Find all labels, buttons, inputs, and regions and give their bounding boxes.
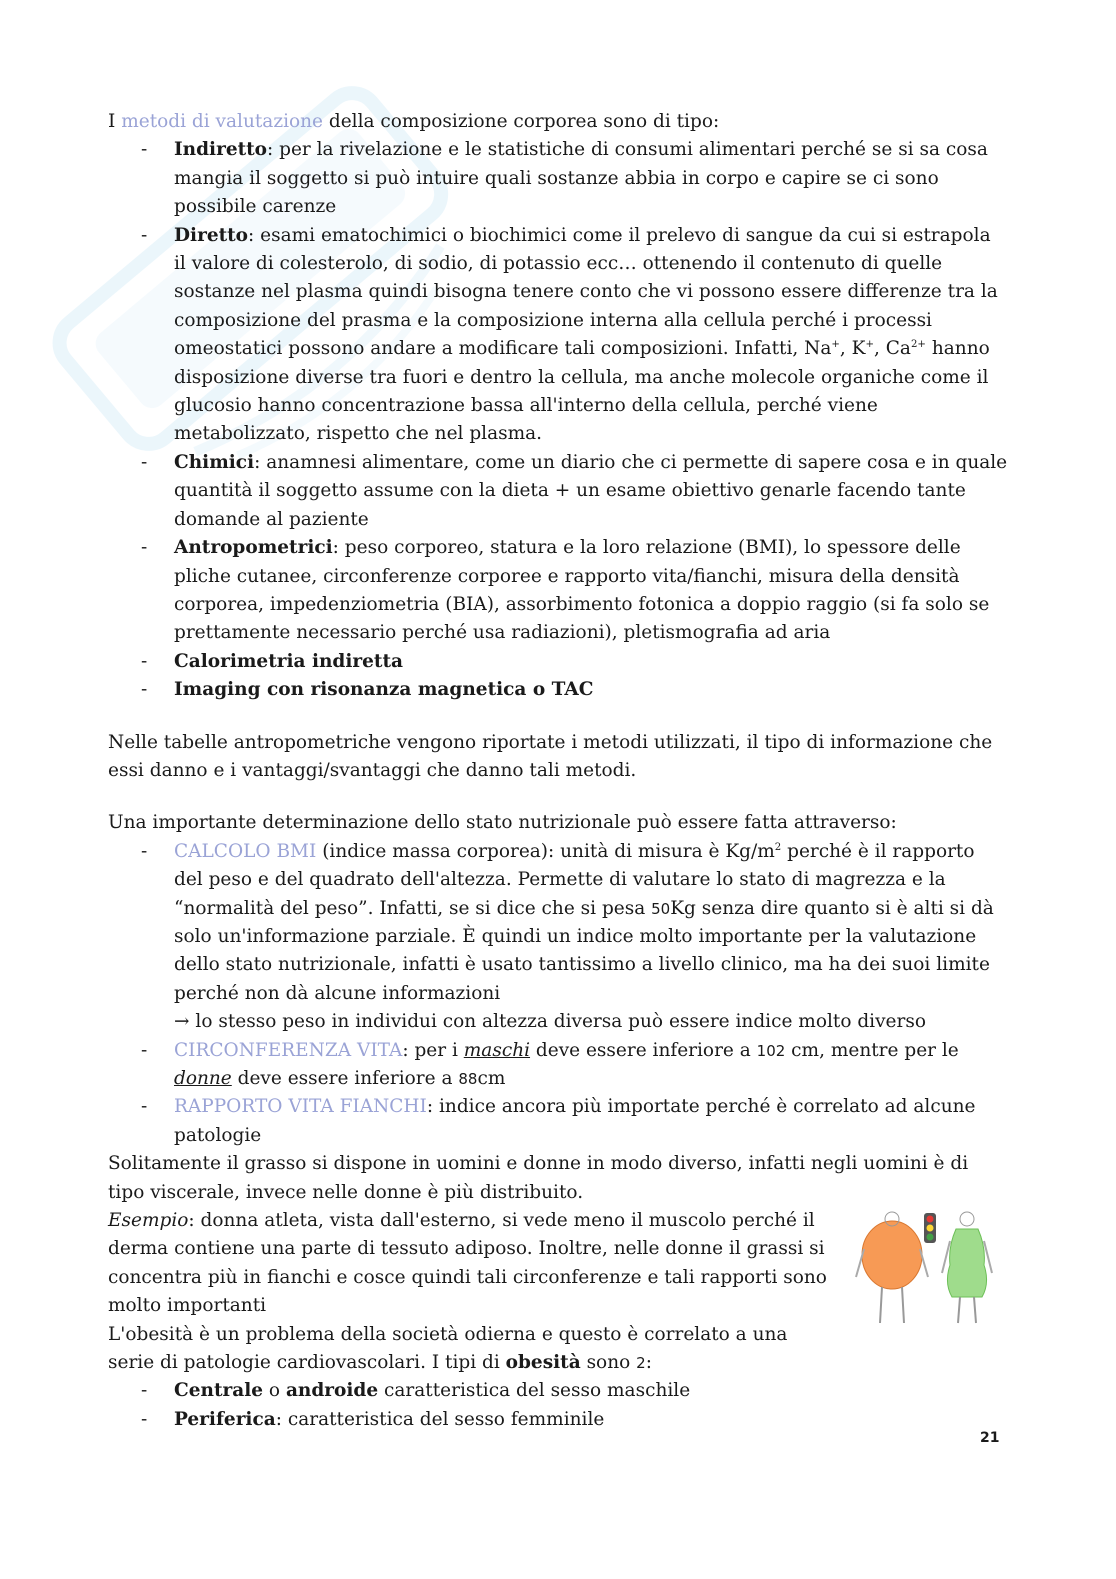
list-item: - Chimici: anamnesi alimentare, come un diario che ci permette di sapere cosa e in quale quantità il soggetto assume con la dieta + un esame obiettivo genarle facendo tante domande al paziente (108, 449, 1008, 534)
methods-intro: I metodi di valutazione della composizione corporea sono di tipo: (108, 111, 720, 132)
highlight-text: CIRCONFERENZA VITA (174, 1039, 403, 1061)
methods-list (108, 136, 1008, 704)
list-item: - Diretto: esami ematochimici o biochimici come il prelevo di sangue da cui si estrapola il valore di colesterolo, di sodio, di potassio ecc… ottenendo il contenuto di quelle sostanze nel plasma quindi bisogna tenere conto che vi possono essere differenze tra la composizione del prasma e la composizione interna alla cellula perché i processi omeostatici possono andare a modificare tali composizioni. Infatti, Na+, K+, $Ca^{2+}$ hanno disposizione diverse tra fuori e dentro la cellula, ma anche molecole organiche come il glucosio hanno concentrazione bassa all'interno della cellula, perché viene metabolizzato, rispetto che nel plasma. (108, 222, 1008, 449)
document-body (108, 108, 1008, 1434)
bmi-note: → lo stesso peso in individui con altezza diversa può essere indice molto diverso (174, 1011, 926, 1033)
highlight-text: CALCOLO BMI (174, 840, 317, 862)
list-item: - Imaging con risonanza magnetica o TAC (108, 676, 1008, 704)
arrow-right-icon: → (174, 1011, 190, 1033)
highlight-text: RAPPORTO VITA FIANCHI (174, 1096, 427, 1118)
determination-intro: Una importante determinazione dello stato nutrizionale può essere fatta attraverso: (108, 812, 897, 834)
list-item: - Calorimetria indiretta (108, 648, 1008, 676)
tables-paragraph: Nelle tabelle antropometriche vengono riportate i metodi utilizzati, il tipo di informazione che essi danno e i vantaggi/svantaggi che danno tali metodi. (108, 731, 993, 781)
highlight-text: metodi di valutazione (121, 111, 323, 132)
list-item: - Centrale o androide caratteristica del sesso maschile (108, 1377, 1008, 1405)
list-item: - CIRCONFERENZA VITA: per i maschi deve essere inferiore a 102 cm, mentre per le donne deve essere inferiore a 88cm (108, 1037, 1008, 1094)
determinations-list (108, 838, 1008, 1150)
list-item: - Antropometrici: peso corporeo, statura e la loro relazione (BMI), lo spessore delle pliche cutanee, circonferenze corporee e rapporto vita/fianchi, misura della densità corporea, impedenziometria (BIA), assorbimento fotonica a doppio raggio (si fa solo se prettamente necessario perché usa radiazioni), pletismografia ad aria (108, 534, 1008, 648)
list-item: - CALCOLO BMI (indice massa corporea): unità di misura è $Kg/m^2$ perché è il rapporto del peso e del quadrato dell'altezza. Permette di valutare lo stato di magrezza e la “normalità del peso”. Infatti, se si dice che si pesa 50Kg senza dire quanto si è alti si dà solo un'informazione parziale. È quindi un indice molto importante per la valutazione dello stato nutrizionale, infatti è usato tantissimo a livello clinico, ma ha dei suoi limite perché non dà alcune informazioni → lo stesso peso in individui con altezza diversa può essere indice molto diverso (108, 838, 1008, 1037)
list-item: - Indiretto: per la rivelazione e le statistiche di consumi alimentari perché se si sa cosa mangia il soggetto si può intuire quali sostanze abbia in corpo e capire se ci sono possibile carenze (108, 136, 1008, 221)
obesity-paragraph: L'obesità è un problema della società odierna e questo è correlato a una serie di patologie cardiovascolari. I tipi di obesità sono 2: (108, 1323, 788, 1374)
list-item: - Periferica: caratteristica del sesso femminile (108, 1406, 1008, 1434)
fat-paragraph: Solitamente il grasso si dispone in uomini e donne in modo diverso, infatti negli uomini è di tipo viscerale, invece nelle donne è più distribuito. (108, 1153, 969, 1203)
obesity-types-list (108, 1377, 1008, 1434)
body-shape-illustration (852, 1207, 1002, 1325)
page-number: 21 (980, 1430, 1000, 1446)
list-item: - RAPPORTO VITA FIANCHI: indice ancora più importate perché è correlato ad alcune patologie (108, 1093, 1008, 1150)
example-paragraph: Esempio: donna atleta, vista dall'esterno, si vede meno il muscolo perché il derma contiene una parte di tessuto adiposo. Inoltre, nelle donne il grassi si concentra più in fianchi e cosce quindi tali circonferenze e tali rapporti sono molto importanti (108, 1210, 827, 1317)
